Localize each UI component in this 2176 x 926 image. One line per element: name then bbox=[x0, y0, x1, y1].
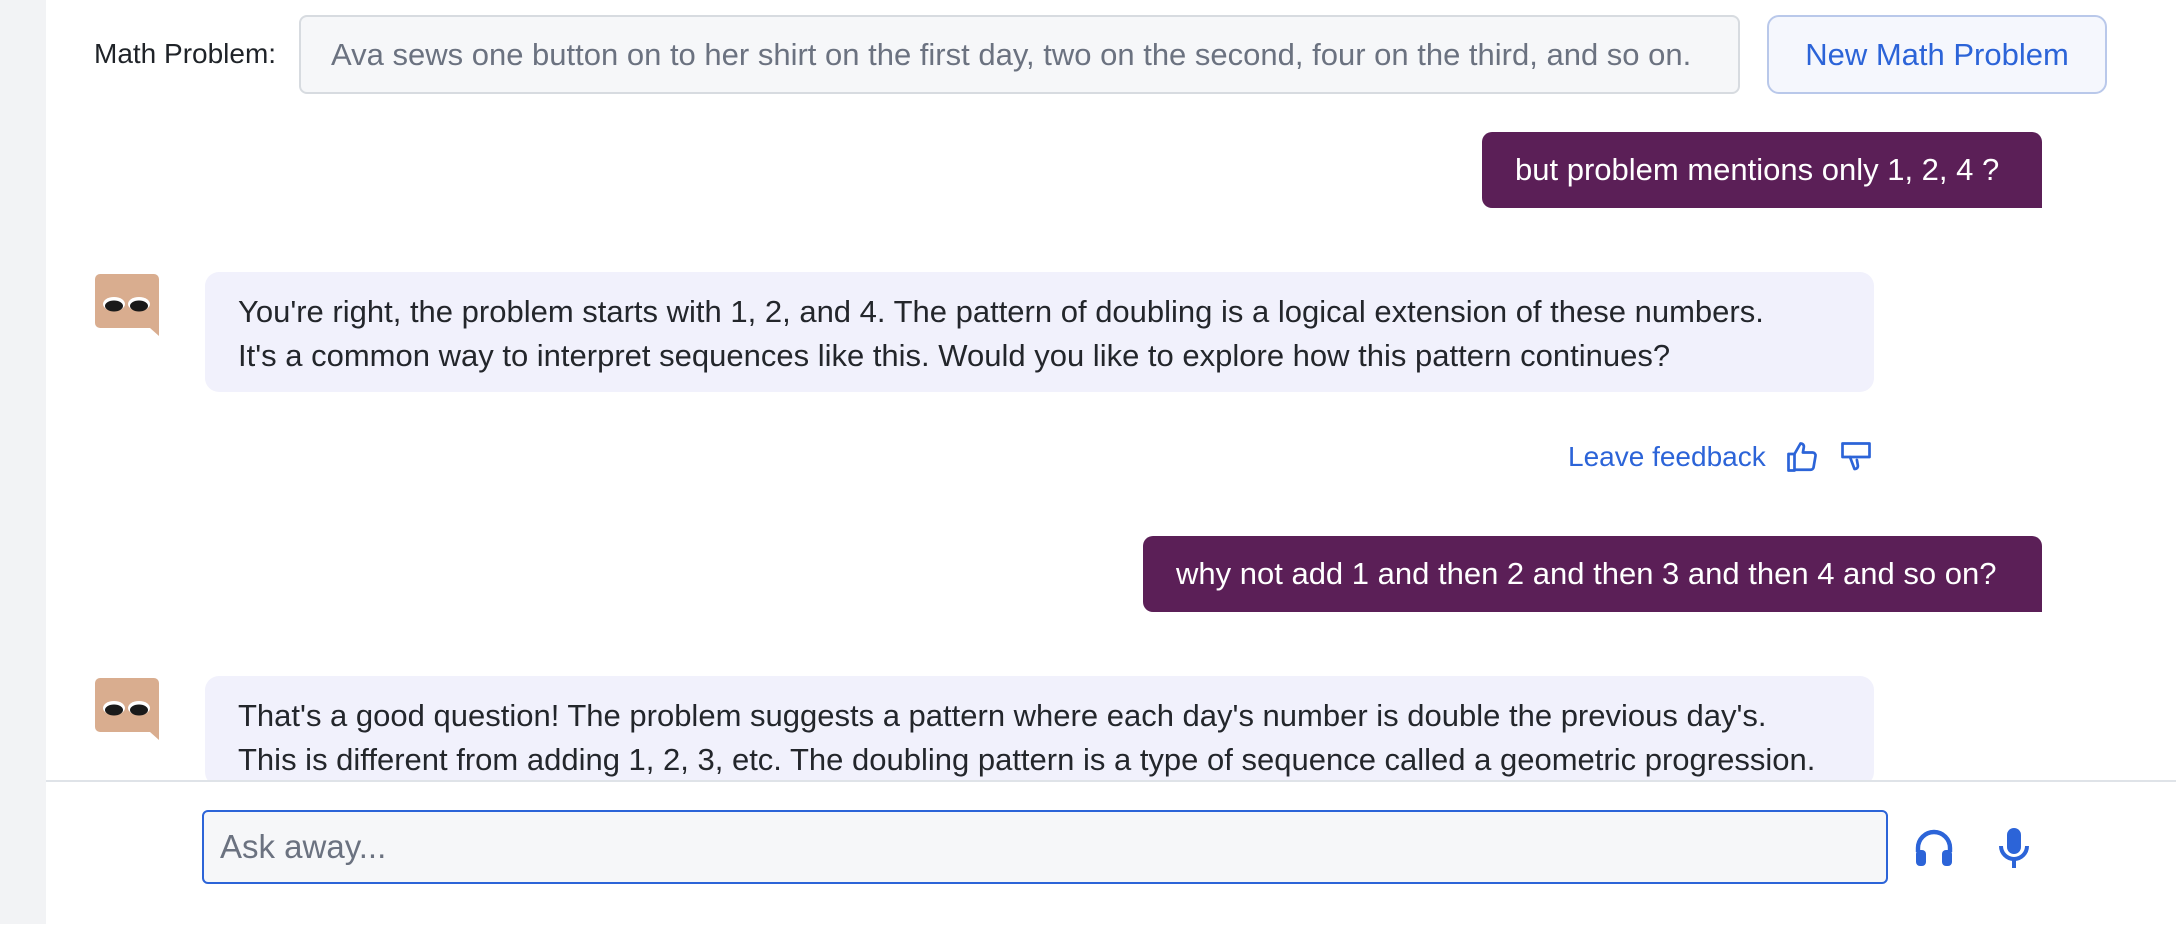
leave-feedback-link[interactable]: Leave feedback bbox=[1568, 441, 1766, 472]
ask-input[interactable] bbox=[202, 810, 1888, 884]
bot-avatar-icon bbox=[94, 272, 160, 338]
left-rail bbox=[0, 0, 46, 924]
bot-message-line: It's a common way to interpret sequences like this. Would you like to explore how this pattern continues? bbox=[238, 338, 1671, 373]
thumbs-up-icon[interactable] bbox=[1784, 439, 1820, 475]
bot-message-line: You're right, the problem starts with 1, 2, and 4. The pattern of doubling is a logical extension of these numbers. bbox=[238, 294, 1764, 329]
bot-message bbox=[205, 272, 1874, 392]
user-message: but problem mentions only 1, 2, 4 ? bbox=[1482, 132, 2042, 208]
bot-message bbox=[205, 676, 1874, 786]
bot-message-line: That's a good question! The problem suggests a pattern where each day's number is double the previous day's. bbox=[238, 698, 1767, 733]
feedback-row bbox=[1568, 437, 1874, 477]
new-math-problem-button[interactable]: New Math Problem bbox=[1767, 15, 2107, 94]
headphones-icon[interactable] bbox=[1906, 820, 1962, 876]
thumbs-down-icon[interactable] bbox=[1838, 439, 1874, 475]
microphone-icon[interactable] bbox=[1986, 820, 2042, 876]
bot-message-line: This is different from adding 1, 2, 3, etc. The doubling pattern is a type of sequence called a geometric progression. bbox=[238, 742, 1816, 777]
math-problem-field[interactable]: Ava sews one button on to her shirt on the first day, two on the second, four on the third, and so on. bbox=[299, 15, 1740, 94]
math-problem-label: Math Problem: bbox=[94, 38, 277, 69]
bot-avatar-icon bbox=[94, 676, 160, 742]
user-message: why not add 1 and then 2 and then 3 and then 4 and so on? bbox=[1143, 536, 2042, 612]
